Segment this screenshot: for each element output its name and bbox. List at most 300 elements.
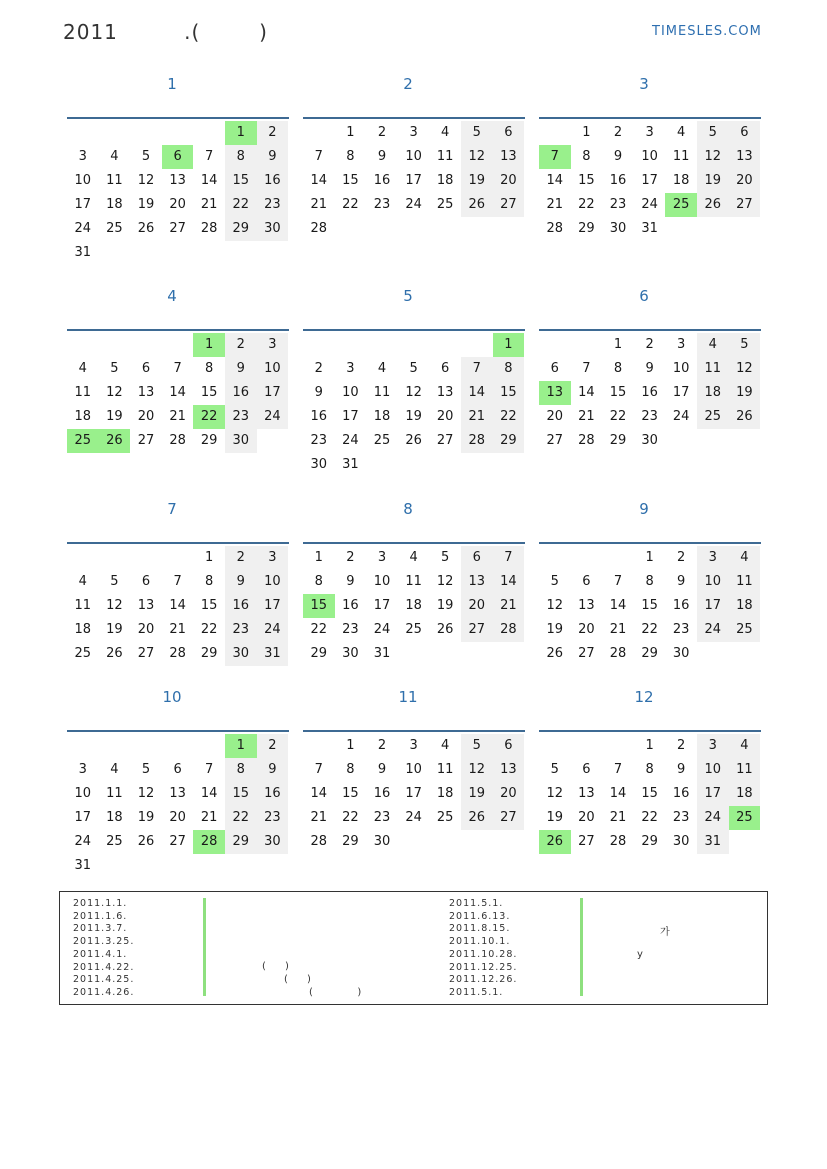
day-cell: 11	[373, 385, 391, 400]
day-cell: 16	[373, 173, 391, 188]
day-cell: 22	[641, 810, 658, 825]
day-cell: 20	[578, 622, 595, 637]
day-cell: 24	[672, 409, 690, 424]
day-cell: 12	[106, 385, 123, 400]
day-cell: 13	[137, 385, 155, 400]
day-cell: 6	[582, 762, 591, 777]
day-cell: 22	[200, 622, 218, 637]
day-cell: 2	[257, 121, 289, 145]
day-cell: 6	[493, 121, 525, 145]
day-cell: 2	[314, 361, 323, 376]
day-cell: 18	[106, 197, 123, 212]
day-cell: 25	[729, 618, 761, 642]
day-cell: 10	[74, 173, 92, 188]
holiday-date: 2011.3.25.	[73, 936, 135, 948]
day-cell: 21	[609, 622, 627, 637]
day-cell: 8	[225, 145, 257, 169]
day-cell: 30	[257, 217, 289, 241]
day-cell: 12	[106, 598, 123, 613]
day-cell: 24	[405, 197, 422, 212]
day-cell: 23	[257, 806, 289, 830]
day-cell: 26	[546, 646, 564, 661]
day-cell: 27	[169, 221, 186, 236]
day-cell: 14	[200, 173, 218, 188]
day-cell: 9	[257, 758, 289, 782]
day-cell: 18	[74, 622, 92, 637]
day-cell: 5	[697, 121, 729, 145]
day-cell: 12	[137, 173, 155, 188]
day-cell: 23	[641, 409, 658, 424]
day-cell: 23	[225, 618, 257, 642]
day-cell: 19	[137, 810, 155, 825]
day-cell: 21	[461, 405, 493, 429]
day-cell: 14	[546, 173, 564, 188]
day-cell: 4	[441, 125, 450, 140]
day-cell: 21	[310, 197, 328, 212]
day-cell: 16	[257, 169, 289, 193]
day-cell: 28	[310, 834, 328, 849]
day-cell: 23	[672, 622, 690, 637]
day-cell: 29	[225, 217, 257, 241]
day-cell: 22	[225, 193, 257, 217]
day-cell: 30	[672, 834, 690, 849]
day-cell: 9	[257, 145, 289, 169]
day-cell: 26	[137, 221, 155, 236]
day-cell: 26	[137, 834, 155, 849]
day-cell: 7	[613, 574, 623, 589]
day-cell: 25	[67, 429, 99, 453]
holiday-date: 2011.12.26.	[449, 974, 518, 986]
day-cell: 26	[99, 429, 131, 453]
day-cell: 31	[342, 457, 359, 472]
day-cell: 30	[310, 457, 328, 472]
day-cell: 28	[461, 429, 493, 453]
day-cell: 28	[200, 221, 218, 236]
day-cell: 12	[461, 758, 493, 782]
day-cell: 17	[342, 409, 359, 424]
day-cell: 27	[546, 433, 564, 448]
day-cell: 27	[137, 646, 155, 661]
day-cell: 9	[377, 762, 387, 777]
day-cell: 31	[74, 858, 92, 873]
day-cell: 9	[225, 357, 257, 381]
day-cell: 15	[578, 173, 595, 188]
day-cell: 7	[613, 762, 623, 777]
day-cell: 27	[729, 193, 761, 217]
day-cell: 13	[137, 598, 155, 613]
day-cell: 17	[74, 197, 92, 212]
day-cell: 14	[169, 598, 186, 613]
day-cell: 8	[205, 574, 214, 589]
day-cell: 16	[310, 409, 328, 424]
day-cell: 20	[137, 622, 155, 637]
day-cell: 26	[106, 646, 123, 661]
day-cell: 15	[200, 598, 218, 613]
day-cell: 5	[729, 333, 761, 357]
day-cell: 6	[550, 361, 559, 376]
day-cell: 13	[729, 145, 761, 169]
day-cell: 25	[729, 806, 761, 830]
day-cell: 18	[405, 598, 422, 613]
day-cell: 14	[200, 786, 218, 801]
day-cell: 15	[225, 169, 257, 193]
day-cell: 21	[200, 810, 218, 825]
day-cell: 16	[342, 598, 359, 613]
day-cell: 3	[346, 361, 355, 376]
day-cell: 15	[225, 782, 257, 806]
day-cell: 14	[310, 786, 328, 801]
day-cell: 4	[377, 361, 387, 376]
day-cell: 17	[641, 173, 658, 188]
day-cell: 9	[645, 361, 654, 376]
month-title: 5	[403, 287, 413, 305]
day-cell: 4	[110, 762, 119, 777]
day-cell: 22	[193, 405, 225, 429]
day-cell: 28	[493, 618, 525, 642]
day-cell: 5	[441, 550, 450, 565]
day-cell: 3	[377, 550, 387, 565]
day-cell: 29	[493, 429, 525, 453]
day-cell: 3	[257, 546, 289, 570]
day-cell: 12	[729, 357, 761, 381]
month-divider	[539, 542, 761, 544]
day-cell: 20	[436, 409, 454, 424]
month-divider	[67, 117, 289, 119]
day-cell: 24	[342, 433, 359, 448]
day-cell: 7	[461, 357, 493, 381]
day-cell: 27	[169, 834, 186, 849]
holiday-date: 2011.10.1.	[449, 936, 511, 948]
day-cell: 31	[257, 642, 289, 666]
day-cell: 5	[141, 149, 151, 164]
day-cell: 27	[493, 193, 525, 217]
day-cell: 13	[493, 145, 525, 169]
day-cell: 24	[257, 618, 289, 642]
day-cell: 10	[697, 570, 729, 594]
holiday-marker-bar	[203, 898, 206, 996]
day-cell: 25	[405, 622, 422, 637]
day-cell: 1	[346, 125, 355, 140]
day-cell: 7	[173, 574, 182, 589]
day-cell: 22	[641, 622, 658, 637]
day-cell: 7	[493, 546, 525, 570]
day-cell: 14	[310, 173, 328, 188]
day-cell: 26	[729, 405, 761, 429]
day-cell: 11	[729, 758, 761, 782]
day-cell: 15	[609, 385, 627, 400]
day-cell: 12	[461, 145, 493, 169]
month-title: 6	[639, 287, 649, 305]
day-cell: 19	[546, 622, 564, 637]
day-cell: 9	[377, 149, 387, 164]
month-title: 2	[403, 75, 413, 93]
holiday-note: y	[637, 949, 643, 960]
day-cell: 8	[613, 361, 623, 376]
day-cell: 17	[672, 385, 690, 400]
day-cell: 20	[137, 409, 155, 424]
day-cell: 11	[106, 786, 123, 801]
day-cell: 8	[582, 149, 591, 164]
day-cell: 29	[641, 646, 658, 661]
day-cell: 23	[672, 810, 690, 825]
holiday-date: 2011.10.28.	[449, 948, 518, 960]
page-title: 2011 .( )	[63, 20, 268, 44]
month-title: 8	[403, 500, 413, 518]
day-cell: 24	[405, 810, 422, 825]
holiday-date: 2011.4.26.	[73, 986, 135, 998]
day-cell: 18	[373, 409, 391, 424]
day-cell: 2	[377, 125, 387, 140]
holiday-note: ( )	[284, 974, 311, 985]
holiday-date: 2011.12.25.	[449, 961, 518, 973]
day-cell: 8	[645, 762, 654, 777]
day-cell: 6	[461, 546, 493, 570]
day-cell: 26	[436, 622, 454, 637]
holiday-marker-bar	[580, 898, 583, 996]
day-cell: 5	[550, 762, 559, 777]
day-cell: 30	[672, 646, 690, 661]
day-cell: 1	[645, 738, 654, 753]
day-cell: 23	[609, 197, 627, 212]
day-cell: 5	[461, 734, 493, 758]
day-cell: 14	[169, 385, 186, 400]
day-cell: 13	[539, 381, 571, 405]
day-cell: 15	[303, 594, 335, 618]
day-cell: 1	[225, 734, 257, 758]
day-cell: 16	[641, 385, 658, 400]
day-cell: 2	[613, 125, 623, 140]
month-divider	[67, 542, 289, 544]
day-cell: 4	[697, 333, 729, 357]
day-cell: 30	[225, 429, 257, 453]
day-cell: 26	[461, 193, 493, 217]
holiday-note: ( )	[309, 987, 362, 998]
day-cell: 7	[539, 145, 571, 169]
day-cell: 12	[137, 786, 155, 801]
day-cell: 18	[106, 810, 123, 825]
day-cell: 15	[493, 381, 525, 405]
day-cell: 1	[225, 121, 257, 145]
day-cell: 21	[609, 810, 627, 825]
day-cell: 13	[461, 570, 493, 594]
day-cell: 15	[641, 786, 658, 801]
day-cell: 6	[162, 145, 194, 169]
day-cell: 26	[539, 830, 571, 854]
day-cell: 30	[609, 221, 627, 236]
day-cell: 27	[493, 806, 525, 830]
day-cell: 10	[74, 786, 92, 801]
day-cell: 10	[641, 149, 658, 164]
day-cell: 12	[697, 145, 729, 169]
day-cell: 17	[373, 598, 391, 613]
day-cell: 13	[493, 758, 525, 782]
day-cell: 11	[697, 357, 729, 381]
day-cell: 21	[546, 197, 564, 212]
day-cell: 21	[200, 197, 218, 212]
day-cell: 31	[641, 221, 658, 236]
day-cell: 8	[346, 149, 355, 164]
day-cell: 11	[436, 149, 454, 164]
day-cell: 8	[493, 357, 525, 381]
day-cell: 2	[677, 550, 686, 565]
day-cell: 1	[645, 550, 654, 565]
day-cell: 12	[405, 385, 422, 400]
holiday-date: 2011.4.22.	[73, 961, 135, 973]
holiday-note: 가	[660, 927, 670, 938]
day-cell: 19	[461, 169, 493, 193]
day-cell: 28	[310, 221, 328, 236]
day-cell: 1	[493, 333, 525, 357]
holiday-date: 2011.8.15.	[449, 923, 511, 935]
day-cell: 16	[225, 381, 257, 405]
day-cell: 4	[78, 574, 87, 589]
day-cell: 4	[729, 546, 761, 570]
site-brand-link[interactable]: TIMESLES.COM	[652, 24, 762, 39]
day-cell: 10	[405, 149, 422, 164]
day-cell: 7	[205, 762, 214, 777]
day-cell: 2	[645, 337, 654, 352]
day-cell: 22	[342, 810, 359, 825]
day-cell: 13	[578, 786, 595, 801]
day-cell: 23	[373, 197, 391, 212]
day-cell: 14	[609, 786, 627, 801]
day-cell: 22	[493, 405, 525, 429]
day-cell: 17	[405, 173, 422, 188]
day-cell: 12	[546, 786, 564, 801]
day-cell: 28	[609, 646, 627, 661]
day-cell: 12	[546, 598, 564, 613]
day-cell: 11	[74, 598, 92, 613]
day-cell: 3	[677, 337, 686, 352]
day-cell: 9	[677, 574, 686, 589]
day-cell: 9	[677, 762, 686, 777]
month-divider	[303, 117, 525, 119]
day-cell: 6	[441, 361, 450, 376]
day-cell: 7	[205, 149, 214, 164]
day-cell: 29	[641, 834, 658, 849]
day-cell: 10	[373, 574, 391, 589]
month-title: 1	[167, 75, 177, 93]
day-cell: 13	[169, 786, 186, 801]
day-cell: 3	[78, 149, 87, 164]
day-cell: 18	[672, 173, 690, 188]
day-cell: 13	[436, 385, 454, 400]
day-cell: 8	[314, 574, 323, 589]
day-cell: 2	[677, 738, 686, 753]
day-cell: 25	[106, 221, 123, 236]
day-cell: 17	[697, 782, 729, 806]
day-cell: 15	[641, 598, 658, 613]
day-cell: 4	[441, 738, 450, 753]
day-cell: 23	[310, 433, 328, 448]
day-cell: 2	[225, 546, 257, 570]
day-cell: 26	[461, 806, 493, 830]
month-divider	[303, 329, 525, 331]
holiday-date: 2011.1.6.	[73, 910, 128, 922]
day-cell: 29	[200, 433, 218, 448]
day-cell: 19	[436, 598, 454, 613]
day-cell: 20	[169, 197, 186, 212]
day-cell: 21	[493, 594, 525, 618]
day-cell: 5	[461, 121, 493, 145]
day-cell: 16	[257, 782, 289, 806]
day-cell: 11	[405, 574, 422, 589]
day-cell: 9	[613, 149, 623, 164]
day-cell: 29	[342, 834, 359, 849]
day-cell: 10	[342, 385, 359, 400]
day-cell: 5	[409, 361, 418, 376]
day-cell: 20	[546, 409, 564, 424]
day-cell: 15	[342, 173, 359, 188]
holiday-date: 2011.5.1.	[449, 986, 504, 998]
day-cell: 7	[314, 762, 323, 777]
day-cell: 16	[672, 786, 690, 801]
day-cell: 13	[578, 598, 595, 613]
day-cell: 15	[200, 385, 218, 400]
day-cell: 20	[493, 782, 525, 806]
day-cell: 29	[578, 221, 595, 236]
day-cell: 24	[74, 221, 92, 236]
holiday-date: 2011.6.13.	[449, 910, 511, 922]
day-cell: 30	[342, 646, 359, 661]
day-cell: 8	[225, 758, 257, 782]
month-title: 9	[639, 500, 649, 518]
day-cell: 23	[342, 622, 359, 637]
day-cell: 1	[314, 550, 323, 565]
day-cell: 20	[578, 810, 595, 825]
day-cell: 3	[257, 333, 289, 357]
day-cell: 7	[173, 361, 182, 376]
day-cell: 21	[578, 409, 595, 424]
day-cell: 10	[405, 762, 422, 777]
day-cell: 29	[609, 433, 627, 448]
day-cell: 1	[346, 738, 355, 753]
month-divider	[539, 117, 761, 119]
month-divider	[303, 542, 525, 544]
day-cell: 29	[225, 830, 257, 854]
day-cell: 21	[169, 622, 186, 637]
day-cell: 26	[697, 193, 729, 217]
holiday-date: 2011.4.1.	[73, 948, 128, 960]
month-title: 7	[167, 500, 177, 518]
month-title: 11	[398, 688, 418, 706]
day-cell: 10	[257, 570, 289, 594]
day-cell: 24	[641, 197, 658, 212]
day-cell: 16	[373, 786, 391, 801]
day-cell: 6	[141, 361, 151, 376]
day-cell: 25	[665, 193, 697, 217]
day-cell: 2	[377, 738, 387, 753]
day-cell: 24	[257, 405, 289, 429]
day-cell: 25	[436, 810, 454, 825]
day-cell: 22	[609, 409, 627, 424]
day-cell: 6	[493, 734, 525, 758]
day-cell: 13	[169, 173, 186, 188]
day-cell: 4	[677, 125, 686, 140]
day-cell: 17	[405, 786, 422, 801]
day-cell: 19	[405, 409, 422, 424]
day-cell: 2	[346, 550, 355, 565]
day-cell: 24	[373, 622, 391, 637]
day-cell: 4	[729, 734, 761, 758]
day-cell: 5	[110, 574, 119, 589]
day-cell: 14	[609, 598, 627, 613]
day-cell: 25	[74, 646, 92, 661]
day-cell: 21	[169, 409, 186, 424]
day-cell: 6	[141, 574, 151, 589]
day-cell: 10	[672, 361, 690, 376]
day-cell: 1	[193, 333, 225, 357]
